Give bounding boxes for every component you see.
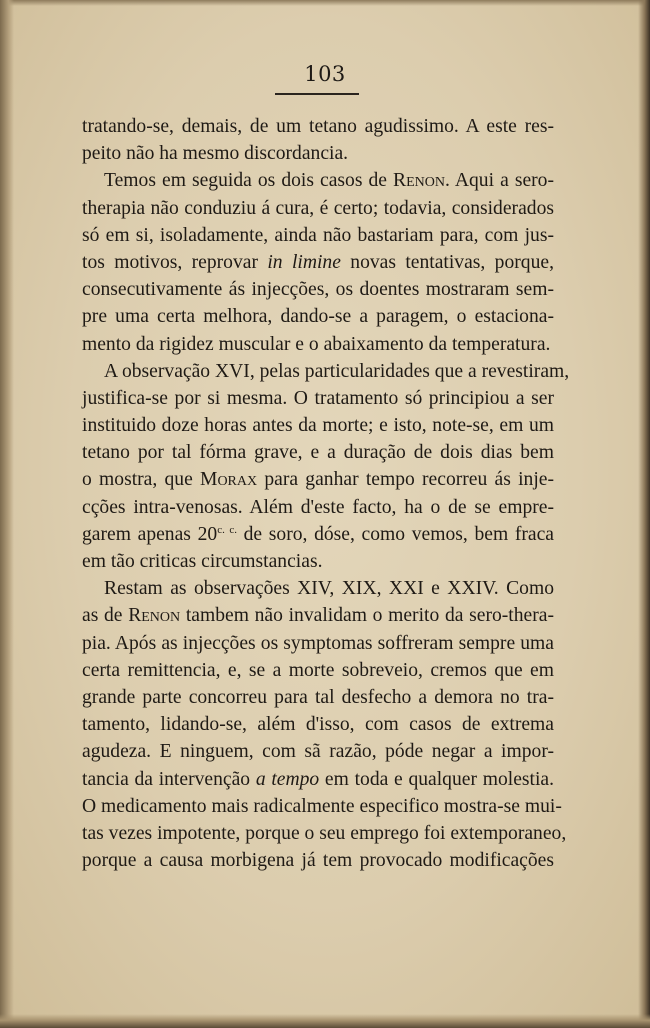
text-segment: para ganhar tempo recorreu ás inje-	[257, 469, 554, 491]
text-segment: Restam as observações XIV, XIX, XXI e XXIV. Como	[104, 578, 554, 600]
text-segment: em toda e qualquer molestia.	[319, 768, 554, 790]
text-segment: tetano por tal fórma grave, e a duração de dois dias bem	[82, 442, 554, 464]
page-edge-top	[0, 0, 650, 6]
text-line	[82, 466, 554, 493]
text-line	[82, 793, 562, 820]
text-line	[82, 195, 554, 222]
text-segment: agudeza. E ninguem, com sã razão, póde negar a impor-	[82, 741, 554, 763]
text-segment: certa remittencia, e, se a morte sobreveio, cremos que em	[82, 659, 554, 681]
text-segment: mento da rigidez muscular e o abaixamento da temperatura.	[82, 333, 551, 355]
text-line	[82, 331, 554, 358]
text-line	[82, 602, 554, 629]
text-segment: consecutivamente ás injecções, os doentes mostraram sem-	[82, 279, 554, 301]
text-line	[82, 113, 554, 140]
text-line	[82, 548, 554, 575]
text-segment: só em si, isoladamente, ainda não bastariam para, com jus-	[82, 224, 554, 246]
text-segment: instituido doze horas antes da morte; e isto, note-se, em um	[82, 415, 554, 437]
text-segment: grande parte concorreu para tal desfecho a demora no tra-	[82, 686, 554, 708]
text-segment: tratando-se, demais, de um tetano agudissimo. A este res-	[82, 116, 554, 137]
text-segment: tos motivos, reprovar	[82, 251, 268, 273]
italic-phrase: a tempo	[255, 768, 320, 790]
text-segment: O medicamento mais radicalmente especifico mostra-se mui-	[82, 795, 562, 817]
page-edge-left	[0, 0, 14, 1028]
text-segment: pia. Após as injecções os symptomas soffreram sempre uma	[82, 632, 554, 654]
text-line	[82, 167, 554, 194]
text-line	[82, 847, 554, 874]
body-text	[82, 113, 570, 874]
text-segment: porque a causa morbigena já tem provocado modificações	[82, 850, 554, 872]
text-segment: as de	[82, 605, 129, 627]
text-line	[82, 521, 554, 548]
text-line	[82, 711, 554, 738]
text-line	[82, 303, 554, 330]
page-edge-bottom	[0, 1014, 650, 1028]
text-line	[82, 276, 554, 303]
text-segment: . Aqui a sero-	[445, 170, 554, 192]
text-segment: o mostra, que	[82, 469, 201, 491]
text-line	[82, 820, 567, 847]
text-line	[82, 358, 570, 385]
text-segment: justifica-se por si mesma. O tratamento só principiou a ser	[82, 387, 554, 409]
text-line	[82, 385, 554, 412]
text-line	[82, 249, 554, 276]
text-segment: pre uma certa melhora, dando-se a paragem, o estaciona-	[82, 306, 554, 328]
text-line	[82, 630, 554, 657]
text-segment: cções intra-venosas. Além d'este facto, ha o de se empre-	[82, 496, 554, 518]
text-segment: garem apenas 20	[82, 523, 218, 545]
text-line	[82, 738, 554, 765]
text-segment: tancia da intervenção	[82, 768, 256, 790]
header-rule	[275, 93, 359, 95]
text-segment: therapia não conduziu á cura, é certo; todavia, considerados	[82, 197, 554, 219]
unit-superscript: c. c.	[217, 523, 237, 536]
text-segment: Temos em seguida os dois casos de	[104, 170, 394, 192]
text-line	[82, 494, 554, 521]
text-line	[82, 140, 554, 167]
text-line	[82, 412, 554, 439]
page-number: 103	[304, 62, 346, 86]
text-segment: tambem não invalidam o merito da sero-thera-	[180, 605, 554, 627]
italic-phrase: in limine	[267, 251, 341, 273]
text-segment: tas vezes impotente, porque o seu emprego foi extemporaneo,	[82, 822, 567, 844]
author-name: Morax	[200, 469, 258, 491]
text-line	[82, 684, 554, 711]
text-line	[82, 575, 554, 602]
text-segment: A observação XVI, pelas particularidades que a revestiram,	[104, 360, 570, 382]
author-name: Renon	[393, 170, 445, 192]
text-line	[82, 439, 554, 466]
text-line	[82, 766, 554, 793]
author-name: Renon	[128, 605, 181, 627]
text-line	[82, 222, 554, 249]
page-edge-right	[638, 0, 650, 1028]
text-segment: tamento, lidando-se, além d'isso, com casos de extrema	[82, 714, 554, 736]
text-line	[82, 657, 554, 684]
text-segment: peito não ha mesmo discordancia.	[82, 143, 349, 165]
text-segment: novas tentativas, porque,	[340, 251, 554, 273]
text-segment: de soro, dóse, como vemos, bem fraca	[236, 523, 555, 545]
text-segment: em tão criticas circumstancias.	[82, 551, 323, 572]
